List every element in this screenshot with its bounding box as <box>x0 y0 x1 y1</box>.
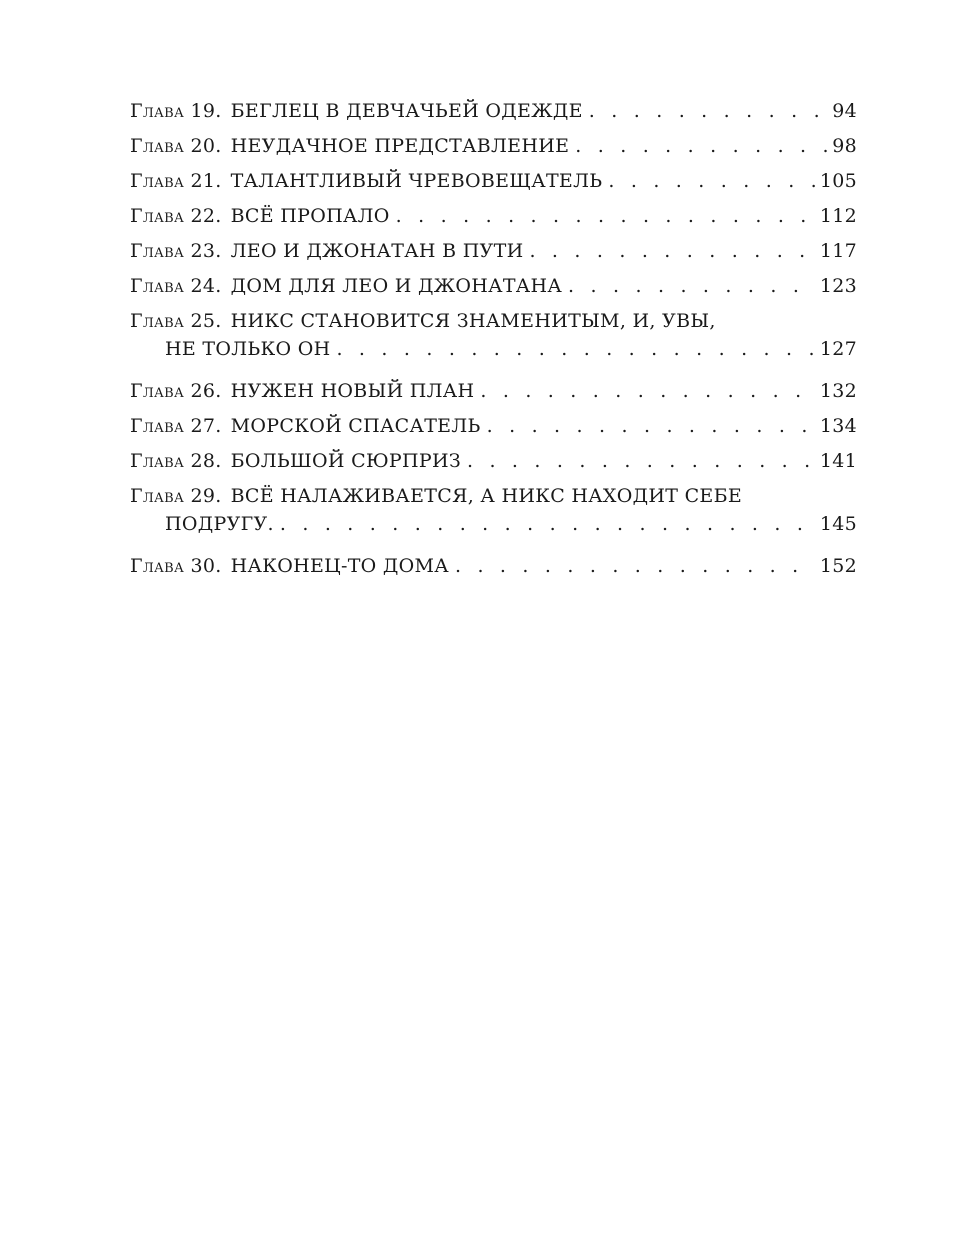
toc-entry-28[interactable] <box>130 447 857 482</box>
toc-line <box>130 167 857 195</box>
toc-entry-21[interactable] <box>130 167 857 202</box>
chapter-number: Глава 21. <box>130 170 222 192</box>
dot-leader <box>575 132 828 160</box>
toc-entry-19[interactable] <box>130 97 857 132</box>
toc-line <box>130 97 857 125</box>
toc-entry-24[interactable] <box>130 272 857 307</box>
chapter-number: Глава 19. <box>130 100 222 122</box>
toc-line <box>130 237 857 265</box>
toc-entry-25[interactable] <box>130 307 857 377</box>
chapter-number: Глава 20. <box>130 135 222 157</box>
toc-entry-23[interactable] <box>130 237 857 272</box>
toc-line <box>130 482 857 510</box>
chapter-title: ТАЛАНТЛИВЫЙ ЧРЕВОВЕЩАТЕЛЬ <box>230 170 603 192</box>
chapter-title: ЛЕО И ДЖОНАТАН В ПУТИ <box>230 240 524 262</box>
chapter-title: МОРСКОЙ СПАСАТЕЛЬ <box>230 415 481 437</box>
chapter-title: БЕГЛЕЦ В ДЕВЧАЧЬЕЙ ОДЕЖДЕ <box>230 100 583 122</box>
dot-leader <box>529 237 815 265</box>
page-number: 98 <box>832 135 857 157</box>
chapter-title: ДОМ ДЛЯ ЛЕО И ДЖОНАТАНА <box>230 275 563 297</box>
chapter-title: НЕУДАЧНОЕ ПРЕДСТАВЛЕНИЕ <box>230 135 570 157</box>
dot-leader <box>455 552 816 580</box>
page-number: 152 <box>819 555 857 577</box>
page-number: 94 <box>832 100 857 122</box>
toc-entry-30[interactable] <box>130 552 857 587</box>
dot-leader <box>467 447 816 475</box>
toc-line-continued <box>130 335 857 363</box>
toc-line <box>130 202 857 230</box>
page-number: 123 <box>819 275 857 297</box>
toc-entry-29[interactable] <box>130 482 857 552</box>
toc-line <box>130 447 857 475</box>
page-number: 141 <box>819 450 857 472</box>
chapter-number: Глава 26. <box>130 380 222 402</box>
toc-entry-20[interactable] <box>130 132 857 167</box>
chapter-title-continued: ПОДРУГУ. <box>165 513 274 535</box>
toc-entry-27[interactable] <box>130 412 857 447</box>
toc-line-continued <box>130 510 857 538</box>
page-number: 127 <box>819 338 857 360</box>
dot-leader <box>480 377 815 405</box>
toc-line <box>130 412 857 440</box>
toc-entry-22[interactable] <box>130 202 857 237</box>
chapter-title: ВСЁ ПРОПАЛО <box>230 205 390 227</box>
dot-leader <box>608 167 815 195</box>
chapter-number: Глава 29. <box>130 485 222 507</box>
toc-line <box>130 307 857 335</box>
toc-line <box>130 377 857 405</box>
page-number: 112 <box>819 205 857 227</box>
toc-line <box>130 132 857 160</box>
dot-leader <box>568 272 816 300</box>
chapter-number: Глава 30. <box>130 555 222 577</box>
chapter-title: БОЛЬШОЙ СЮРПРИЗ <box>230 450 461 472</box>
page-number: 145 <box>819 513 857 535</box>
dot-leader <box>487 412 816 440</box>
toc-line <box>130 552 857 580</box>
chapter-number: Глава 28. <box>130 450 222 472</box>
chapter-number: Глава 27. <box>130 415 222 437</box>
chapter-number: Глава 24. <box>130 275 222 297</box>
page-number: 132 <box>819 380 857 402</box>
toc-entry-26[interactable] <box>130 377 857 412</box>
toc-line <box>130 272 857 300</box>
page-number: 105 <box>819 170 857 192</box>
chapter-number: Глава 25. <box>130 310 222 332</box>
chapter-title: НУЖЕН НОВЫЙ ПЛАН <box>230 380 475 402</box>
table-of-contents <box>130 97 857 587</box>
dot-leader <box>280 510 816 538</box>
page-number: 117 <box>819 240 857 262</box>
chapter-title-continued: НЕ ТОЛЬКО ОН <box>165 338 331 360</box>
chapter-number: Глава 22. <box>130 205 222 227</box>
chapter-title: ВСЁ НАЛАЖИВАЕТСЯ, А НИКС НАХОДИТ СЕБЕ <box>230 485 743 507</box>
page-number: 134 <box>819 415 857 437</box>
dot-leader <box>396 202 816 230</box>
chapter-number: Глава 23. <box>130 240 222 262</box>
dot-leader <box>336 335 815 363</box>
chapter-title: НИКС СТАНОВИТСЯ ЗНАМЕНИТЫМ, И, УВЫ, <box>230 310 716 332</box>
chapter-title: НАКОНЕЦ-ТО ДОМА <box>230 555 449 577</box>
dot-leader <box>589 97 828 125</box>
